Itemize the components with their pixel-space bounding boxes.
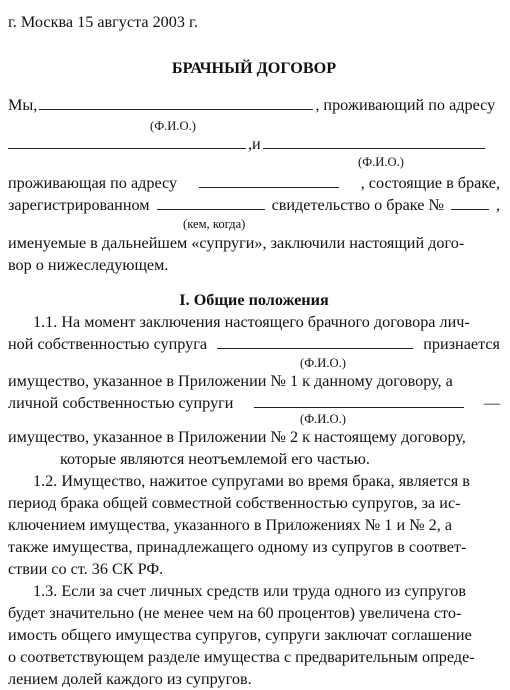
p13-line-3: имость общего имущества супругов, супруги заключат соглашение	[8, 626, 472, 644]
p11-line-1: 1.1. На момент заключения настоящего брачного договора лич-	[33, 313, 470, 331]
p13-line-2: будет значительно (не менее чем на 60 процентов) увеличена сто-	[8, 604, 462, 622]
p13-line-5: лением долей каждого из супругов.	[8, 670, 252, 688]
address-blank-1[interactable]	[8, 134, 246, 149]
kem-caption: (кем, когда)	[183, 217, 246, 231]
p12-line-2: период брака общей совместной собственностью супругов, за ис-	[8, 494, 461, 512]
wife-name-blank[interactable]	[254, 393, 464, 408]
fio-caption-4: (Ф.И.О.)	[300, 412, 346, 426]
p13-line-1: 1.3. Если за счет личных средств или труда одного из супругов	[33, 582, 467, 600]
parties-line-2: ,и	[8, 133, 500, 155]
p12-line-3: ключением имущества, указанного в Приложениях № 1 и № 2, а	[8, 516, 453, 534]
registered-blank[interactable]	[157, 195, 265, 210]
name-blank-2[interactable]	[263, 134, 485, 149]
address-blank-2[interactable]	[199, 173, 339, 188]
parties-line-1: Мы, , проживающий по адресу	[8, 96, 496, 114]
fio-caption-3: (Ф.И.О.)	[300, 356, 346, 370]
parties-line-5: именуемые в дальнейшем «супруги», заключили настоящий дого-	[8, 234, 465, 252]
p12-line-1: 1.2. Имущество, нажитое супругами во время брака, является в	[33, 472, 470, 490]
fio-caption-2: (Ф.И.О.)	[358, 155, 404, 169]
parties-line-3: проживающая по адресу , состоящие в браке,	[8, 174, 500, 192]
p11-line-6: которые являются неотъемлемой его частью.	[60, 450, 370, 468]
parties-line-6: вор о нижеследующем.	[8, 256, 169, 274]
parties-line-4: зарегистрированном свидетельство о браке № ,	[8, 196, 500, 214]
p12-line-4: также имущества, принадлежащего одному из супругов в соответ-	[8, 538, 467, 556]
date-line: г. Москва 15 августа 2003 г.	[8, 13, 198, 31]
p11-line-3: имущество, указанное в Приложении № 1 к данному договору, а	[8, 372, 453, 390]
section-1-heading: I. Общие положения	[179, 291, 329, 309]
p11-line-5: имущество, указанное в Приложении № 2 к настоящему договору,	[8, 428, 466, 446]
p11-line-2: ной собственностью супруга признается	[8, 335, 500, 353]
fio-caption-1: (Ф.И.О.)	[150, 119, 196, 133]
document-title: БРАЧНЫЙ ДОГОВОР	[171, 59, 337, 77]
certificate-number-blank[interactable]	[451, 195, 489, 210]
p11-line-4: личной собственностью супруги —	[8, 394, 500, 412]
name-blank-1[interactable]	[39, 95, 313, 110]
husband-name-blank[interactable]	[217, 334, 413, 349]
p13-line-4: о соответствующем разделе имущества с предварительным опреде-	[8, 648, 475, 666]
p12-line-5: ствии со ст. 36 СК РФ.	[8, 560, 164, 578]
